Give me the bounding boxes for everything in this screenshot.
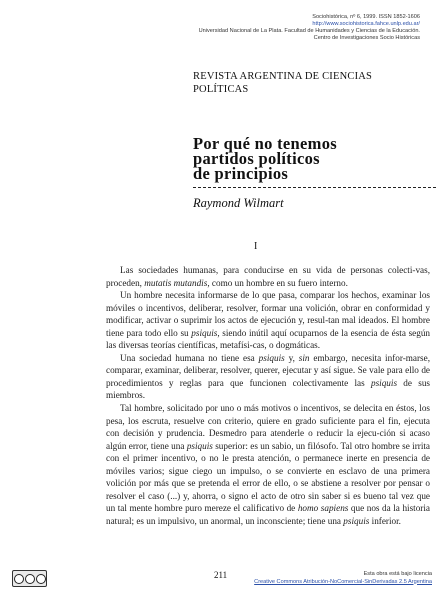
page-number: 211	[214, 570, 228, 580]
title-divider	[193, 187, 436, 188]
citation-text: Sociohistórica, nº 6, 1999. ISSN 1852-1606	[312, 14, 420, 20]
journal-name-line1: REVISTA ARGENTINA DE CIENCIAS	[193, 71, 373, 82]
journal-name	[193, 70, 423, 96]
by-circle-icon	[25, 574, 35, 584]
journal-url-link[interactable]: http://www.sociohistorica.fahce.unlp.edu.ar/	[312, 21, 420, 27]
article-title-line3: de principios	[193, 164, 289, 183]
nc-circle-icon	[36, 574, 46, 584]
license-link[interactable]: Creative Commons Atribución-NoComercial-SinDerivadas 2.5 Argentina	[254, 578, 432, 585]
article-title-line2: partidos políticos	[193, 149, 320, 168]
institution-text: Universidad Nacional de La Plata. Facultad de Humanidades y Ciencias de la Educación.	[198, 28, 420, 34]
paragraph-2: Un hombre necesita informarse de lo que pasa, comparar los hechos, examinar los móviles o incentivos, deliberar, resolver, formar una volición, obrar en conformidad y modificar, activar o suprimir los actos de ejecución y, resul-tan mal ideados. El hombre tiene para todo ello su psiquis, siendo inútil aquí ocuparnos de la esencia de ésta según las diversas teorías científicas, metafísi-cas, o dogmáticas.	[106, 290, 431, 351]
paragraph-1: Las sociedades humanas, para conducirse en su vida de personas colecti-vas, proceden, mutatis mutandis, como un hombre en su fuero interno.	[106, 265, 430, 288]
paragraph-3: Una sociedad humana no tiene esa psiquis y, sin embargo, necesita infor-marse, comparar, examinar, deliberar, resolver, querer, ejecutar y así sigue. Se vale para ello de procedimientos y reglas para que funcionen colectivamente las psiquis de sus miembros.	[106, 352, 431, 401]
license-text: Esta obra está bajo licencia	[363, 571, 432, 577]
creative-commons-badge-icon[interactable]	[12, 570, 47, 587]
article-body	[106, 264, 430, 527]
cc-circle-icon	[14, 574, 24, 584]
section-number: I	[254, 241, 258, 252]
journal-name-line2: POLÍTICAS	[193, 84, 249, 95]
article-title-line1: Por qué no tenemos	[193, 134, 337, 153]
center-text: Centro de Investigaciones Socio Históricas	[313, 35, 420, 41]
license-notice	[192, 571, 432, 586]
article-title	[193, 136, 433, 181]
paragraph-4: Tal hombre, solicitado por uno o más motivos o incentivos, se delecita en éstos, los pesa, los escruta, resuelve con criterio, quiere en grado suficiente para el fin, ejecuta con decisión y prudencia. Desmedro para atenderle o reducir la ejecu-ción si acaso algún error, tiene una psiquis superior: es un sabio, un filósofo. Tal otro hombre se irrita con el primer incentivo, o no le presta atención, o permanece inerte en presencia de móviles varios; sigue ciego un impulso, o se convierte en esclavo de una primera volición por más que se pretenda el error de ello, o se abstiene a resolver por pensar o resolver el caso (...) y, ahorra, o signo el acto de otro sin saber si es bueno tal vez que un tal mente hombre puro mereze el calificativo de homo sapiens que nos da la historia natural; es un impulsivo, un anormal, un inconsciente; tiene una psiquis inferior.	[106, 403, 431, 526]
article-author: Raymond Wilmart	[193, 196, 284, 210]
citation-header	[120, 14, 420, 42]
